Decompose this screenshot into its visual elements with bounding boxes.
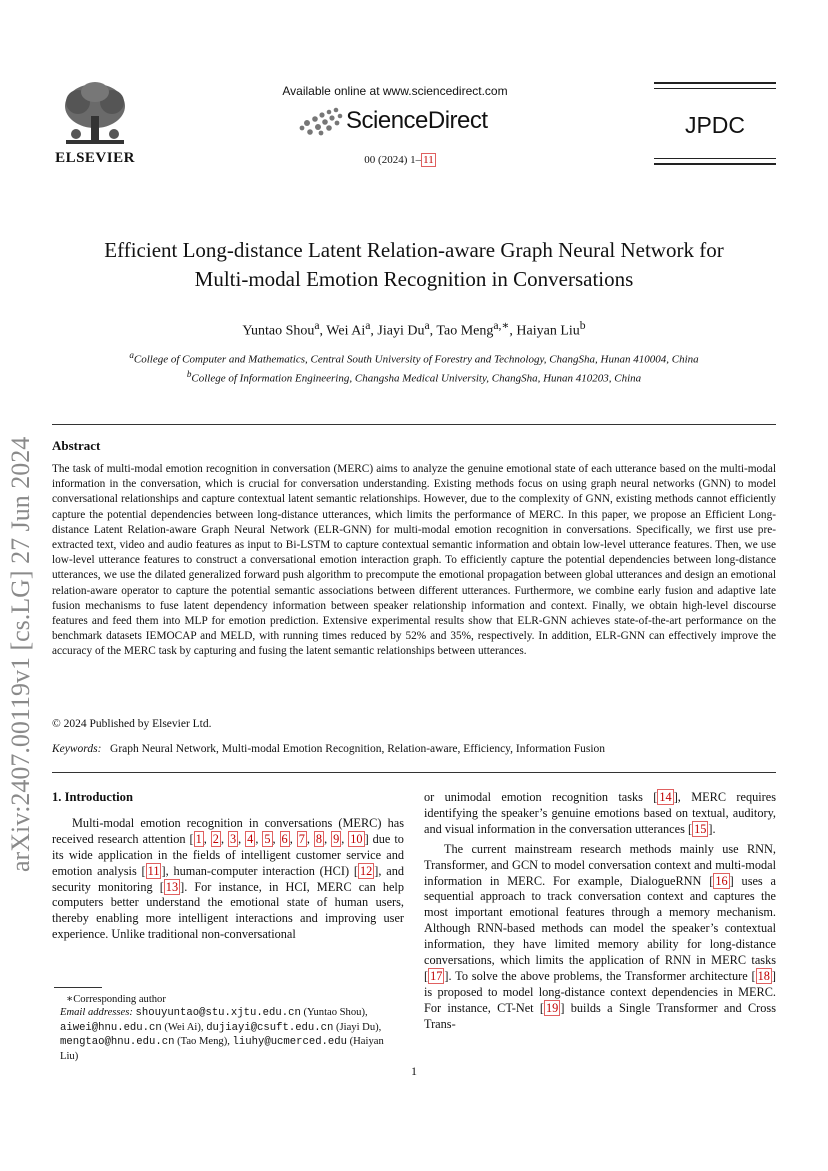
issue-last-page-link[interactable]: 11 <box>423 154 434 166</box>
publisher-name: ELSEVIER <box>55 150 135 166</box>
author: Wei Ai <box>326 323 366 339</box>
citation-link[interactable]: 6 <box>281 831 288 846</box>
author-list: Yuntao Shou$^a$, Wei Ai$^a$, Jiayi Du$^a$, Tao Meng$^{a,∗}$, Haiyan Liu$^b$ <box>242 319 586 339</box>
title-line-1: Efficient Long-distance Latent Relation-aware Graph Neural Network for <box>104 238 724 262</box>
keywords-label: Keywords: <box>52 743 102 755</box>
citation-link[interactable]: 17 <box>430 968 443 983</box>
elsevier-tree-icon <box>58 80 132 150</box>
issue-info <box>300 154 500 166</box>
journal-rule-bottom <box>654 158 776 165</box>
citation-link[interactable]: 13 <box>165 879 179 894</box>
arxiv-stamp: arXiv:2407.00119v1 [cs.LG] 27 Jun 2024 <box>6 436 35 872</box>
abstract-heading: Abstract <box>52 438 101 453</box>
citation-link[interactable]: 2 <box>212 831 219 846</box>
email-link[interactable]: mengtao@hnu.edu.cn <box>60 1036 175 1049</box>
affiliations <box>40 348 788 385</box>
affiliation-mark: b <box>186 368 192 379</box>
email-owner: (Haiyan Liu) <box>60 1036 384 1062</box>
sciencedirect-dots-icon <box>298 106 344 136</box>
title-line-2: Multi-modal Emotion Recognition in Conversations <box>194 267 634 291</box>
email-owner: (Yuntao Shou), <box>300 1007 368 1019</box>
affiliation-b <box>40 367 788 386</box>
email-owner: (Tao Meng), <box>174 1036 233 1048</box>
journal-name: JPDC <box>684 112 746 138</box>
author: Tao Meng <box>436 323 494 339</box>
available-online-text[interactable]: Available online at www.sciencedirect.com <box>282 84 508 98</box>
abstract-text: The task of multi-modal emotion recognition in conversation (MERC) aims to analyze the genuine emotional state of each utterance based on the multi-modal information in the conversation, which is crucial for conversation understanding. Existing methods focus on using graph neural networks (GNN) to model conversational relationships and capture contextual latent semantic relationships. However, due to the complexity of GNN, existing methods cannot efficiently capture the potential dependencies between long-distance utterances, which limits the performance of MERC. In this paper, we propose an Efficient Long-distance Latent Relation-aware Graph Neural Network (ELR-GNN) for multi-modal emotion recognition in conversations. Specifically, we first use pre-extracted text, video and audio features as input to Bi-LSTM to capture contextual semantic information and obtain low-level utterance features. Then, we use low-level utterance features to construct a conversational emotion interaction graph. To efficiently capture the potential dependencies between long-distance utterances, we use the dilated generalized forward push algorithm to precompute the emotional propagation between global utterances and design an emotional relation-aware operator to capture the potential semantic associations between different utterances. Furthermore, we combine early fusion and adaptive late fusion mechanisms to fuse latent dependency information between speaker relationship information and context. Finally, we obtain high-level discourse features and feed them into MLP for emotion prediction. Extensive experimental results show that ELR-GNN achieves state-of-the-art performance on the benchmark datasets IEMOCAP and MELD, with running times reduced by 52% and 35%, respectively. In addition, ELR-GNN can effectively improve the accuracy of the MERC task by capturing and fusing the latent semantic relationships between utterances. <box>52 463 776 658</box>
email-link[interactable]: shouyuntao@stu.xjtu.edu.cn <box>135 1007 301 1020</box>
citation-link[interactable]: 10 <box>350 831 363 846</box>
email-addresses <box>52 1006 404 1063</box>
author-affil-mark: a <box>314 319 320 332</box>
citation-link[interactable]: 19 <box>546 1000 559 1015</box>
sciencedirect-logo[interactable] <box>298 102 498 138</box>
citation-link[interactable]: 8 <box>315 831 323 846</box>
intro-paragraph-1: Multi-modal emotion recognition in conversations (MERC) has received research attention [ 1 , 2 , 3 , 4 , 5 , 6 , 7 , 8 , 9 , 10 ] due to its wide application in the fields of intelligent customer service and emotion analysis [ 11 ], human-computer interaction (HCI) [ 12 ], and security monitoring [ 13 ]. For instance, in HCI, MERC can help computers better understand the emotional state of human users, thereby enabling more intelligent interactions and improving user experience. Unlike traditional non-conversational <box>52 815 404 942</box>
email-label: Email addresses: <box>60 1007 133 1019</box>
left-column <box>52 790 404 947</box>
author: Haiyan Liu <box>516 323 580 339</box>
right-column <box>424 790 776 1037</box>
keywords-line <box>52 743 605 755</box>
copyright-notice: © 2024 Published by Elsevier Ltd. <box>52 718 212 730</box>
intro-paragraph-1-continued: or unimodal emotion recognition tasks [ 14 ], MERC requires identifying the speaker’s genuine emotions based on textual, auditory, and visual information in the conversation utterances [ 15 ]. <box>424 790 776 836</box>
author: Yuntao Shou <box>242 323 315 339</box>
page-number: 1 <box>411 1064 417 1078</box>
elsevier-logo <box>52 80 138 170</box>
sciencedirect-wordmark: ScienceDirect <box>346 107 488 134</box>
affiliation-a <box>40 348 788 367</box>
citation-link[interactable]: 16 <box>715 873 728 888</box>
citation-link[interactable]: 18 <box>757 968 770 983</box>
author-affil-mark: a <box>424 319 430 332</box>
abstract-top-rule <box>52 424 776 425</box>
email-owner: (Wei Ai), <box>161 1021 207 1033</box>
corresponding-author-note: ∗Corresponding author <box>66 994 166 1005</box>
affiliation-mark: a <box>129 350 134 360</box>
email-link[interactable]: dujiayi@csuft.edu.cn <box>206 1021 334 1034</box>
section-title: 1. Introduction <box>52 790 133 804</box>
author-affil-mark: a,∗ <box>493 319 510 332</box>
footnote <box>52 993 404 1063</box>
citation-link[interactable]: 12 <box>359 863 373 878</box>
citation-link[interactable]: 15 <box>694 821 707 836</box>
citation-link[interactable]: 3 <box>229 831 237 846</box>
author-affil-mark: b <box>579 319 586 332</box>
email-link[interactable]: aiwei@hnu.edu.cn <box>60 1021 162 1034</box>
email-owner: (Jiayi Du), <box>333 1021 382 1033</box>
author-affil-mark: a <box>365 319 371 332</box>
issue-prefix: 00 (2024) 1– <box>364 154 422 166</box>
citation-link[interactable]: 11 <box>147 863 160 878</box>
email-link[interactable]: liuhy@ucmerced.edu <box>232 1036 347 1049</box>
citation-link[interactable]: 9 <box>333 831 340 846</box>
footnote-rule <box>54 987 102 988</box>
paper-title <box>40 236 788 294</box>
intro-paragraph-2: The current mainstream research methods mainly use RNN, Transformer, and GCN to model conversation context and multi-modal information in MERC. For example, DialogueRNN [ 16 ] uses a sequential approach to track conversation context and captures the most important emotional features through a memory mechanism. Although RNN-based methods can model the speaker’s contextual information, they have limited memory ability for long-distance conversations, which limits the application of RNN in MERC tasks [ 17 ]. To solve the above problems, the Transformer architecture [ 18 ] is proposed to model long-distance context dependencies in MERC. For instance, CT-Net [ 19 ] builds a Single Transformer and Cross Trans- <box>424 841 776 1031</box>
keywords-list: Graph Neural Network, Multi-modal Emotion Recognition, Relation-aware, Efficiency, Information Fusion <box>110 743 606 755</box>
abstract-bottom-rule <box>52 772 776 773</box>
author: Jiayi Du <box>377 323 425 339</box>
citation-link[interactable]: 1 <box>195 831 202 846</box>
citation-link[interactable]: 5 <box>264 831 271 846</box>
citation-link[interactable]: 4 <box>247 831 254 846</box>
citation-link[interactable]: 7 <box>298 831 305 846</box>
affiliation-text: College of Information Engineering, Changsha Medical University, ChangSha, Hunan 410203, China <box>191 372 642 385</box>
journal-rule-top <box>654 82 776 89</box>
affiliation-text: College of Computer and Mathematics, Central South University of Forestry and Technology, ChangSha, Hunan 410004, China <box>133 353 699 366</box>
citation-link[interactable]: 14 <box>659 790 672 804</box>
